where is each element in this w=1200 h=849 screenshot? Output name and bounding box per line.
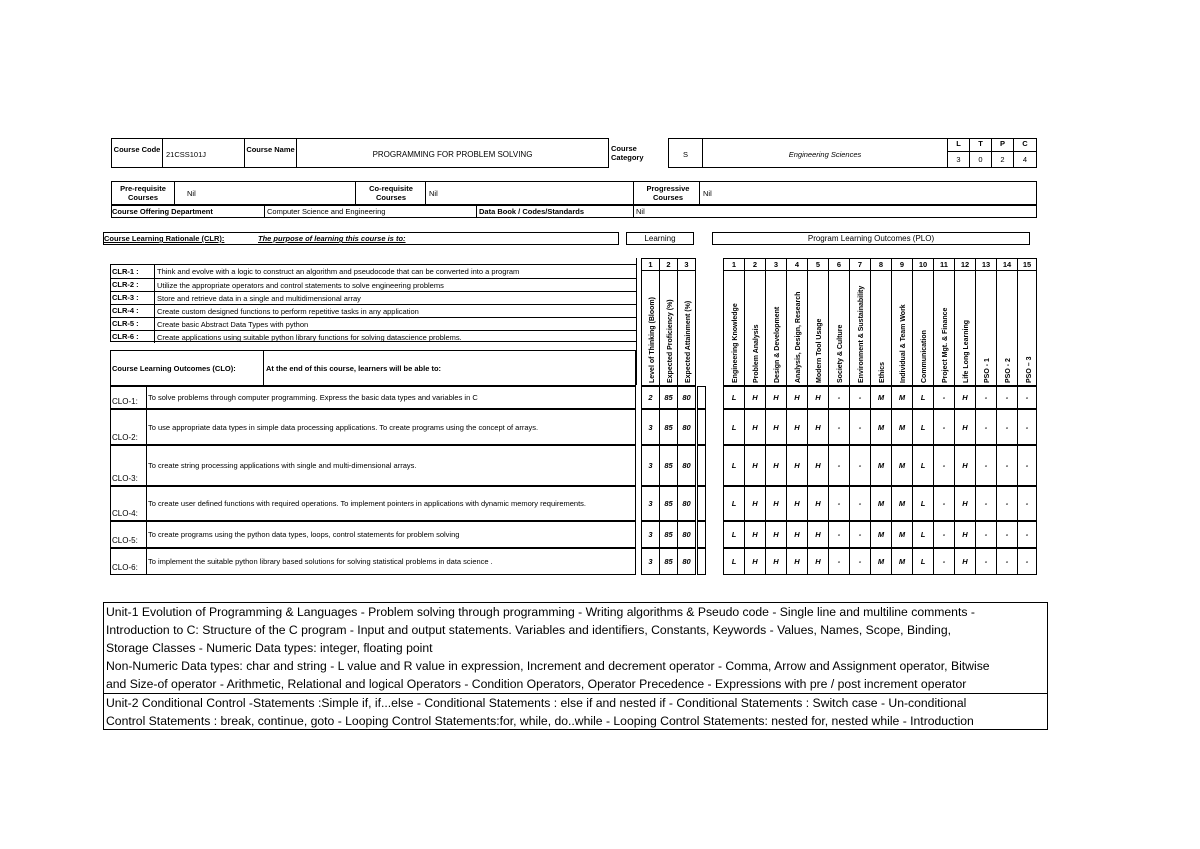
clo-learning-value: 85 (659, 521, 678, 548)
plo-col-number: 9 (891, 258, 913, 271)
clo-plo-value: - (849, 445, 871, 486)
clo-plo-value: - (996, 486, 1018, 521)
clo-plo-value: H (744, 445, 766, 486)
clo-plo-value: H (744, 521, 766, 548)
unit-1-box (103, 602, 1048, 694)
clo-plo-value: - (996, 409, 1018, 445)
clr-code: CLR-5 : (112, 319, 139, 328)
clr-row-divider (111, 317, 154, 318)
clo-plo-value: H (786, 486, 808, 521)
ltpc-block (947, 138, 1037, 168)
clo-learning-value: 85 (659, 409, 678, 445)
learning-col-number: 1 (641, 258, 660, 271)
plo-col-label: Individual & Team Work (900, 304, 907, 383)
plo-col-label: Society & Culture (837, 324, 844, 383)
databook-value: Nil (636, 207, 645, 216)
plo-col-label-cell (828, 270, 850, 386)
clo-plo-value: H (954, 521, 976, 548)
clo-text: To create user defined functions with required operations. To implement pointers in applications with dynamic memory requirements. (148, 499, 586, 508)
clo-plo-value: - (849, 521, 871, 548)
clr-heading: Course Learning Rationale (CLR): (104, 234, 225, 243)
plo-col-label: Ethics (879, 361, 886, 383)
course-category-name: Engineering Sciences (788, 150, 862, 159)
plo-col-number: 1 (723, 258, 745, 271)
clr-text-cell (154, 265, 637, 278)
clo-plo-value: - (1017, 445, 1037, 486)
clo-plo-value: - (1017, 386, 1037, 409)
clo-text: To use appropriate data types in simple data processing applications. To create programs using the concept of arrays. (148, 422, 539, 432)
clr-row (111, 330, 637, 343)
clo-learning-value: 2 (641, 386, 660, 409)
clo-heading-text-cell (263, 350, 636, 386)
clo-plo-value: - (849, 486, 871, 521)
clr-text-cell (154, 317, 637, 330)
clo-plo-value: M (870, 386, 892, 409)
clo-text-cell (146, 445, 636, 486)
plo-col-label: PSO - 2 (1005, 358, 1012, 383)
clr-text-cell (154, 278, 637, 291)
plo-col-label: Design & Development (774, 306, 781, 383)
plo-col-label-cell (1017, 270, 1037, 386)
plo-col-number: 6 (828, 258, 850, 271)
learning-col-label-cell (677, 270, 696, 386)
plo-col-label: Environment & Sustainability (858, 285, 865, 383)
plo-col-number: 8 (870, 258, 892, 271)
clo-learning-value: 80 (677, 521, 696, 548)
clo-plo-value: H (786, 548, 808, 575)
clo-plo-value: - (975, 486, 997, 521)
coreq-value-cell (425, 181, 634, 205)
plo-col-number: 12 (954, 258, 976, 271)
clr-code: CLR-4 : (112, 306, 139, 315)
clr-code: CLR-2 : (112, 280, 139, 289)
clo-plo-value: - (1017, 521, 1037, 548)
ltpc-value-c: 4 (1013, 151, 1037, 168)
clr-row (111, 304, 637, 317)
clo-code: CLO-5: (112, 536, 138, 545)
clo-learning-value: 80 (677, 548, 696, 575)
clo-learning-value: 3 (641, 445, 660, 486)
clo-plo-value: M (870, 445, 892, 486)
ltpc-value-l: 3 (947, 151, 970, 168)
clo-text-cell (146, 521, 636, 548)
plo-label: Program Learning Outcomes (PLO) (712, 232, 1030, 245)
course-name: PROGRAMMING FOR PROBLEM SOLVING (372, 150, 533, 159)
clr-row-divider (111, 278, 154, 279)
clo-plo-value: M (870, 548, 892, 575)
clo-plo-value: - (933, 486, 955, 521)
clo-text-cell (146, 409, 636, 445)
clr-text-cell (154, 304, 637, 317)
clo-plo-value: - (1017, 548, 1037, 575)
progressive-value-cell (699, 181, 1037, 205)
unit-1-line: Unit-1 Evolution of Programming & Languages - Problem solving through programming - Writing algorithms & Pseudo code - Single line and multiline comments - (106, 605, 975, 619)
learning-label: Learning (626, 232, 694, 245)
clo-plo-value: - (975, 445, 997, 486)
clo-plo-value: L (723, 386, 745, 409)
clo-plo-value: M (891, 486, 913, 521)
clo-text: To create programs using the python data types, loops, control statements for problem solving (148, 530, 460, 539)
clo-learning-value: 80 (677, 486, 696, 521)
clo-plo-value: - (828, 548, 850, 575)
clo-plo-value: M (870, 486, 892, 521)
prereq-label: Pre-requisite Courses (120, 184, 166, 202)
course-category-label: Course Category (611, 144, 644, 162)
plo-col-label-cell (975, 270, 997, 386)
clr-text: Create custom designed functions to perform repetitive tasks in any application (157, 307, 419, 316)
plo-col-label-cell (786, 270, 808, 386)
clo-plo-value: - (1017, 409, 1037, 445)
clo-plo-value: H (744, 409, 766, 445)
unit-1-line: and Size-of operator - Arithmetic, Relational and logical Operators - Condition Operators, Operator Precedence - Expressions with pre / post increment operator (106, 677, 967, 691)
learning-col-label: Expected Proficiency (%) (667, 299, 674, 383)
clo-plo-value: H (807, 445, 829, 486)
plo-col-number: 13 (975, 258, 997, 271)
clo-plo-value: H (954, 386, 976, 409)
clo-text: To implement the suitable python library based solutions for solving statistical problems in data science . (148, 557, 493, 566)
clo-spacer-cell (697, 486, 706, 521)
clo-plo-value: H (786, 521, 808, 548)
clo-plo-value: - (996, 521, 1018, 548)
clo-plo-value: - (933, 409, 955, 445)
course-code: 21CSS101J (166, 150, 207, 159)
learning-col-label: Level of Thinking (Bloom) (649, 297, 656, 383)
plo-col-number: 4 (786, 258, 808, 271)
course-name-cell (296, 138, 609, 168)
clo-plo-value: H (765, 409, 787, 445)
clo-plo-value: L (912, 445, 934, 486)
clo-plo-value: L (723, 548, 745, 575)
clo-learning-value: 85 (659, 486, 678, 521)
plo-col-label-cell (765, 270, 787, 386)
ltpc-header-t: T (969, 138, 992, 152)
clo-plo-value: - (975, 521, 997, 548)
clr-text: Utilize the appropriate operators and control statements to solve engineering problems (157, 281, 444, 290)
clo-plo-value: H (765, 521, 787, 548)
unit-2-box (103, 693, 1048, 730)
plo-col-label-cell (933, 270, 955, 386)
plo-col-label: Problem Analysis (753, 324, 760, 383)
clo-plo-value: - (996, 548, 1018, 575)
clo-plo-value: H (954, 486, 976, 521)
clo-code: CLO-3: (112, 474, 138, 483)
course-code-label: Course Code (113, 145, 161, 154)
unit-1-line: Non-Numeric Data types: char and string - L value and R value in expression, Increment and decrement operator - Comma, Arrow and Assignment operator, Bitwise (106, 659, 990, 673)
learning-area-border (636, 258, 641, 385)
clr-row (111, 265, 637, 278)
clr-text-cell (154, 330, 637, 343)
clr-row (111, 291, 637, 304)
clo-plo-value: H (954, 548, 976, 575)
clo-plo-value: M (891, 445, 913, 486)
clo-learning-value: 80 (677, 409, 696, 445)
clr-text: Think and evolve with a logic to construct an algorithm and pseudocode that can be converted into a program (157, 267, 520, 276)
clr-text: Store and retrieve data in a single and multidimensional array (157, 294, 361, 303)
plo-col-label: Life Long Learning (963, 320, 970, 383)
clo-code: CLO-6: (112, 563, 138, 572)
plo-col-number: 14 (996, 258, 1018, 271)
plo-col-label: Communication (921, 330, 928, 383)
plo-col-label-cell (744, 270, 766, 386)
ltpc-header-p: P (991, 138, 1014, 152)
clo-plo-value: L (723, 409, 745, 445)
course-category-label-cell (609, 138, 669, 168)
clo-plo-value: M (870, 521, 892, 548)
clr-code: CLR-1 : (112, 267, 139, 276)
clo-plo-value: - (849, 409, 871, 445)
clo-code: CLO-4: (112, 509, 138, 518)
clo-learning-value: 80 (677, 445, 696, 486)
clr-purpose: The purpose of learning this course is to: (258, 234, 406, 243)
ltpc-header-l: L (947, 138, 970, 152)
progressive-label: Progressive Courses (646, 184, 690, 202)
clo-plo-value: L (912, 386, 934, 409)
clo-plo-value: H (744, 386, 766, 409)
clr-row-divider (111, 330, 154, 331)
clo-learning-value: 3 (641, 521, 660, 548)
clo-learning-value: 85 (659, 445, 678, 486)
plo-col-number: 3 (765, 258, 787, 271)
course-header-row (111, 138, 1037, 168)
plo-col-number: 2 (744, 258, 766, 271)
clo-spacer-cell (697, 409, 706, 445)
clo-heading-text: At the end of this course, learners will be able to: (266, 364, 442, 373)
clo-spacer-cell (697, 548, 706, 575)
clo-plo-value: - (828, 445, 850, 486)
clo-plo-value: H (765, 486, 787, 521)
clo-plo-value: - (996, 445, 1018, 486)
clo-plo-value: - (933, 386, 955, 409)
dept-value: Computer Science and Engineering (267, 207, 386, 216)
clo-spacer-cell (697, 445, 706, 486)
clo-plo-value: - (933, 445, 955, 486)
clo-plo-value: - (849, 548, 871, 575)
clo-plo-value: H (954, 409, 976, 445)
learning-col-label: Expected Attainment (%) (685, 300, 692, 383)
clo-heading-label: Course Learning Outcomes (CLO): (112, 364, 236, 373)
plo-col-label-cell (954, 270, 976, 386)
clo-plo-value: H (744, 548, 766, 575)
clo-learning-value: 80 (677, 386, 696, 409)
ltpc-value-p: 2 (991, 151, 1014, 168)
clo-plo-value: - (849, 386, 871, 409)
clr-code: CLR-3 : (112, 293, 139, 302)
dept-value-cell (264, 205, 477, 218)
clo-plo-value: L (912, 521, 934, 548)
course-category-code-cell (668, 138, 703, 168)
clo-plo-value: H (807, 548, 829, 575)
clo-plo-value: H (807, 386, 829, 409)
learning-col-label-cell (641, 270, 660, 386)
plo-col-label-cell (723, 270, 745, 386)
clo-plo-value: - (975, 409, 997, 445)
clo-text-cell (146, 548, 636, 575)
clo-plo-value: H (807, 409, 829, 445)
clo-plo-value: M (891, 386, 913, 409)
clo-plo-value: H (765, 548, 787, 575)
plo-col-number: 11 (933, 258, 955, 271)
clo-plo-value: H (807, 486, 829, 521)
plo-col-number: 7 (849, 258, 871, 271)
clo-plo-value: L (723, 486, 745, 521)
course-category-code: S (682, 150, 688, 159)
clr-row (111, 317, 637, 330)
prereq-value: Nil (187, 189, 196, 198)
plo-col-label-cell (912, 270, 934, 386)
clo-plo-value: M (891, 548, 913, 575)
clo-code: CLO-2: (112, 433, 138, 442)
learning-col-label-cell (659, 270, 678, 386)
clo-plo-value: M (891, 409, 913, 445)
unit-1-line: Introduction to C: Structure of the C program - Input and output statements. Variables and identifiers, Constants, Keywords - Values, Names, Scope, Binding, (106, 623, 951, 637)
progressive-value: Nil (703, 189, 712, 198)
unit-2-line: Unit-2 Conditional Control -Statements :Simple if, if...else - Conditional Statements : else if and nested if - Conditional Statements : Switch case - Un-conditional (106, 696, 967, 710)
clo-plo-value: - (975, 548, 997, 575)
clo-plo-value: H (786, 409, 808, 445)
clr-list (110, 264, 636, 342)
clo-learning-value: 3 (641, 486, 660, 521)
prereq-value-cell (174, 181, 356, 205)
clo-learning-value: 85 (659, 386, 678, 409)
learning-col-number: 2 (659, 258, 678, 271)
clo-learning-value: 3 (641, 409, 660, 445)
clr-text-cell (154, 291, 637, 304)
dept-label: Course Offering Department (112, 207, 213, 216)
clo-plo-value: - (975, 386, 997, 409)
clo-plo-value: H (744, 486, 766, 521)
clo-plo-value: - (996, 386, 1018, 409)
plo-col-label-cell (870, 270, 892, 386)
clr-code: CLR-6 : (112, 332, 139, 341)
clo-text-cell (146, 486, 636, 521)
clr-row-divider (111, 304, 154, 305)
course-category-name-cell (702, 138, 948, 168)
plo-col-number: 15 (1017, 258, 1037, 271)
clo-plo-value: - (933, 521, 955, 548)
clo-plo-value: H (786, 386, 808, 409)
plo-col-label: Engineering Knowledge (732, 303, 739, 383)
clo-spacer-cell (697, 386, 706, 409)
learning-col-number: 3 (677, 258, 696, 271)
course-code-cell (162, 138, 245, 168)
unit-2-line: Control Statements : break, continue, goto - Looping Control Statements:for, while, do..while - Looping Control Statements: nested for, nested while - Introduction (106, 714, 974, 728)
clo-plo-value: H (765, 445, 787, 486)
clr-text: Create basic Abstract Data Types with python (157, 320, 309, 329)
plo-col-label-cell (996, 270, 1018, 386)
course-name-label: Course Name (246, 145, 295, 154)
clo-plo-value: - (828, 409, 850, 445)
plo-col-label: Project Mgt. & Finance (942, 307, 949, 383)
plo-col-label: Analysis, Design, Research (795, 291, 802, 383)
clo-plo-value: - (828, 386, 850, 409)
clr-row-divider (111, 291, 154, 292)
clo-plo-value: H (807, 521, 829, 548)
plo-col-label: PSO - 1 (984, 358, 991, 383)
clo-text: To solve problems through computer programming. Express the basic data types and variables in C (148, 393, 478, 402)
clo-plo-value: - (828, 521, 850, 548)
clo-plo-value: M (870, 409, 892, 445)
clo-plo-value: - (933, 548, 955, 575)
clo-spacer-cell (697, 521, 706, 548)
databook-label: Data Book / Codes/Standards (479, 207, 585, 216)
clo-text-cell (146, 386, 636, 409)
databook-label-cell (476, 205, 634, 218)
clo-plo-value: - (1017, 486, 1037, 521)
clo-plo-value: M (891, 521, 913, 548)
ltpc-value-t: 0 (969, 151, 992, 168)
coreq-value: Nil (429, 189, 438, 198)
course-code-label-cell (111, 138, 163, 168)
clo-plo-value: H (954, 445, 976, 486)
unit-1-line: Storage Classes - Numeric Data types: integer, floating point (106, 641, 433, 655)
clr-row (111, 278, 637, 291)
clr-text: Create applications using suitable python library functions for solving datascience problems. (157, 333, 462, 342)
clo-plo-value: H (786, 445, 808, 486)
clo-learning-value: 3 (641, 548, 660, 575)
clo-plo-value: L (912, 548, 934, 575)
clo-plo-value: L (723, 521, 745, 548)
plo-col-number: 10 (912, 258, 934, 271)
clo-text: To create string processing applications with single and multi-dimensional arrays. (148, 461, 417, 470)
plo-col-label: PSO – 3 (1026, 356, 1033, 383)
clo-plo-value: L (912, 409, 934, 445)
clo-plo-value: H (765, 386, 787, 409)
clo-plo-value: - (828, 486, 850, 521)
clo-learning-value: 85 (659, 548, 678, 575)
plo-col-label: Modern Tool Usage (816, 318, 823, 383)
clo-plo-value: L (912, 486, 934, 521)
course-name-label-cell (244, 138, 297, 168)
ltpc-header-c: C (1013, 138, 1037, 152)
clo-code: CLO-1: (112, 397, 138, 406)
plo-col-label-cell (849, 270, 871, 386)
plo-col-number: 5 (807, 258, 829, 271)
plo-col-label-cell (891, 270, 913, 386)
plo-col-label-cell (807, 270, 829, 386)
coreq-label: Co-requisite Courses (369, 184, 413, 202)
clo-plo-value: L (723, 445, 745, 486)
